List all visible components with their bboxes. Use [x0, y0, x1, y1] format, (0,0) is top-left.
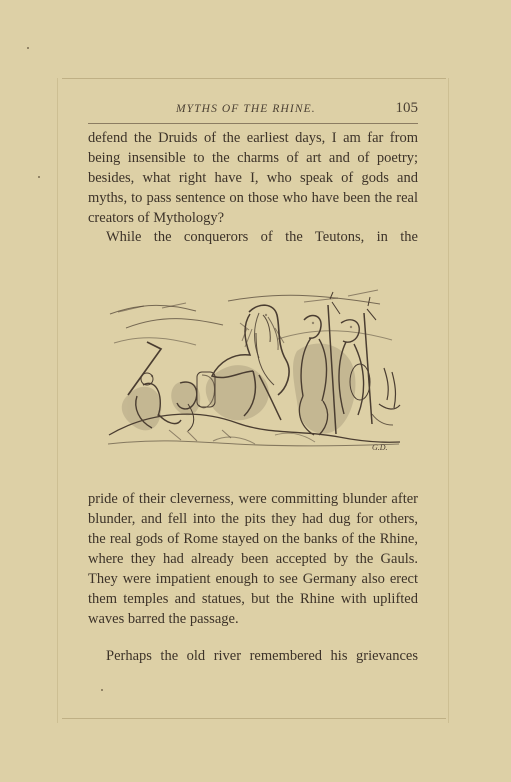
page-speck: [38, 176, 40, 178]
paragraph-3: pride of their cleverness, were committing blunder after blunder, and fell into the pits they had dug for others, the real gods of Rome stayed on the banks of the Rhine, where they had already been accepted by the Gauls. They were impatient enough to see Germany also erect them temples and statues, but the Rhine with uplifted waves barred the passage.: [88, 491, 418, 627]
running-title: MYTHS OF THE RHINE.: [176, 103, 316, 115]
page-top-rule: [62, 78, 446, 79]
paragraph-4: Perhaps the old river remembered his grievances: [106, 648, 418, 664]
page-speck: [101, 689, 103, 691]
paragraph-1: defend the Druids of the earliest days, I am far from being insensible to the charms of art and of poetry; besides, what right have I, who speak of gods and myths, to pass sentence on those who have been the real creators of Mythology?: [88, 130, 418, 226]
engraving-signature: G.D.: [372, 443, 388, 452]
page-number: 105: [395, 100, 418, 116]
engraving-illustration: [108, 284, 402, 454]
page-speck: [27, 47, 29, 49]
river-god-engraving: [108, 284, 402, 454]
page-header: [88, 100, 418, 121]
header-rule: [88, 123, 418, 124]
paragraph-2: While the conquerors of the Teutons, in the: [106, 229, 418, 245]
page-bottom-rule: [62, 718, 446, 719]
